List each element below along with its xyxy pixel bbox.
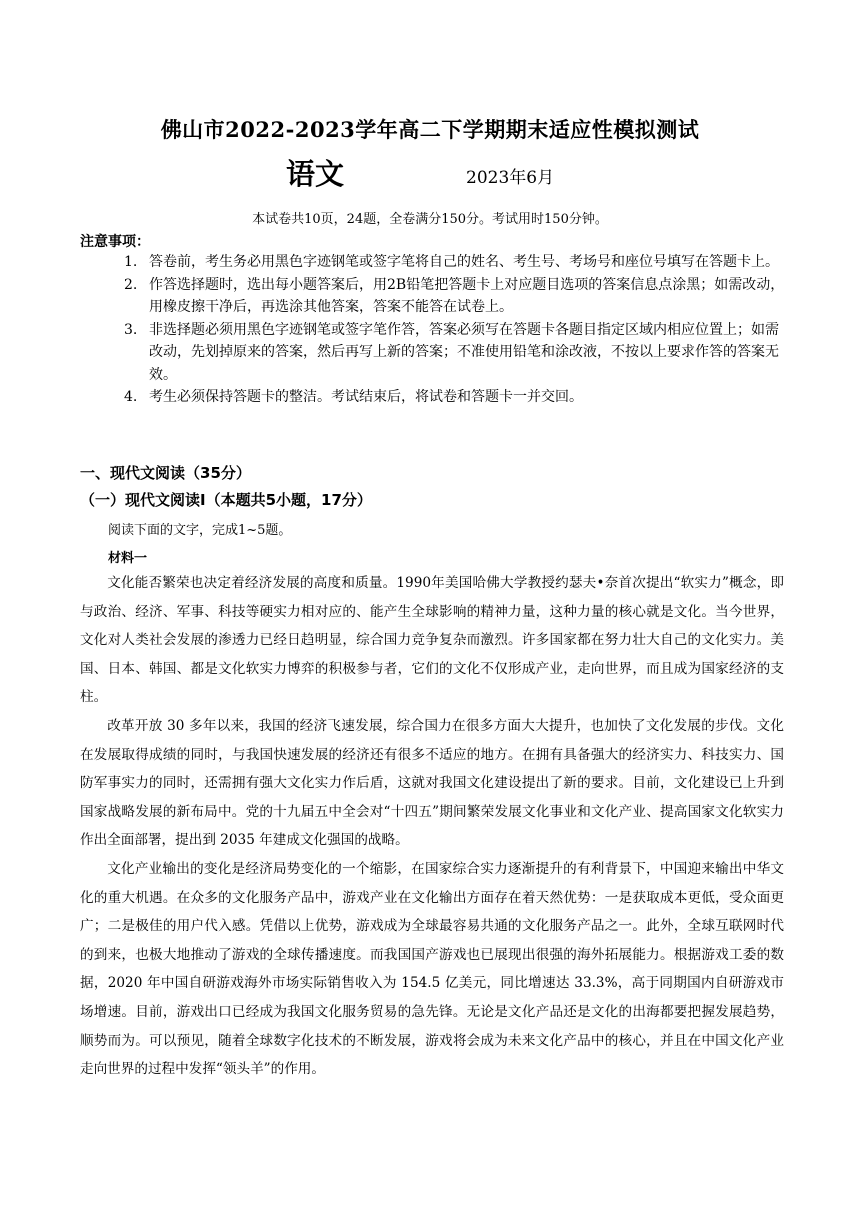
reading-passage (80, 569, 784, 1084)
notice-item (124, 274, 788, 319)
section-heading: 一、现代文阅读（35分） (80, 464, 251, 482)
notice-text: 非选择题必须用黑色字迹钢笔或签字笔作答，答案必须写在答题卡各题目指定区域内相应位置上；如需改动，先划掉原来的答案，然后再写上新的答案；不准使用铅笔和涂改液，不按以上要求作答的答案无效。 (149, 321, 779, 383)
notice-text: 考生必须保持答题卡的整洁。考试结束后，将试卷和答题卡一并交回。 (149, 389, 583, 405)
notice-item (124, 319, 788, 387)
notice-list (124, 251, 788, 409)
notice-number: 1. (124, 254, 138, 270)
notice-number: 3. (124, 321, 138, 338)
notice-number: 4. (124, 389, 138, 405)
notice-number: 2. (124, 276, 138, 293)
passage-paragraph: 文化产业输出的变化是经济局势变化的一个缩影，在国家综合实力逐渐提升的有利背景下，中国迎来输出中华文化的重大机遇。在众多的文化服务产品中，游戏产业在文化输出方面存在着天然优势：一是获取成本更低，受众面更广；二是极佳的用户代入感。凭借以上优势，游戏成为全球最容易共通的文化服务产品之一。此外，全球互联网时代的到来，也极大地推动了游戏的全球传播速度。而我国国产游戏也已展现出很强的海外拓展能力。根据游戏工委的数据，2020 年中国自研游戏海外市场实际销售收入为 154.5 亿美元，同比增速达 33.3%，高于同期国内自研游戏市场增速。目前，游戏出口已经成为我国文化服务贸易的急先锋。无论是文化产品还是文化的出海都要把握发展趋势，顺势而为。可以预见，随着全球数字化技术的不断发展，游戏将会成为未来文化产品中的核心，并且在中国文化产业走向世界的过程中发挥“领头羊”的作用。 (80, 860, 784, 1078)
notice-title: 注意事项： (80, 234, 150, 250)
subject-title: 语文 (286, 157, 345, 191)
notice-item (124, 386, 788, 409)
sub-section-heading: （一）现代文阅读Ⅰ（本题共5小题，17分） (80, 491, 372, 509)
material-label: 材料一 (108, 551, 148, 566)
notice-item (124, 251, 788, 274)
exam-title: 佛山市2022-2023学年高二下学期期末适应性模拟测试 (160, 117, 700, 142)
notice-text: 作答选择题时，选出每小题答案后，用2B铅笔把答题卡上对应题目选项的答案信息点涂黑；如需改动，用橡皮擦干净后，再选涂其他答案，答案不能答在试卷上。 (149, 276, 785, 315)
passage-paragraph: 改革开放 30 多年以来，我国的经济飞速发展，综合国力在很多方面大大提升，也加快了文化发展的步伐。文化在发展取得成绩的同时，与我国快速发展的经济还有很多不适应的地方。在拥有具备强大的经济实力、科技实力、国防军事实力的同时，还需拥有强大文化实力作后盾，这就对我国文化建设提出了新的要求。目前，文化建设已上升到国家战略发展的新布局中。党的十九届五中全会对“十四五”期间繁荣发展文化事业和文化产业、提高国家文化软实力作出全面部署，提出到 2035 年建成文化强国的战略。 (80, 717, 784, 849)
reading-instruction: 阅读下面的文字，完成1~5题。 (108, 523, 292, 538)
passage-paragraph: 文化能否繁荣也决定着经济发展的高度和质量。1990年美国哈佛大学教授约瑟夫•奈首次提出“软实力”概念，即与政治、经济、军事、科技等硬实力相对应的、能产生全球影响的精神力量，这种力量的核心就是文化。当今世界，文化对人类社会发展的渗透力已经日趋明显，综合国力竞争复杂而激烈。许多国家都在努力壮大自己的文化实力。美国、日本、韩国、都是文化软实力博弈的积极参与者，它们的文化不仅形成产业，走向世界，而且成为国家经济的支柱。 (80, 575, 784, 706)
exam-info: 本试卷共10页，24题，全卷满分150分。考试用时150分钟。 (252, 212, 608, 227)
exam-date: 2023年6月 (466, 168, 555, 188)
notice-text: 答卷前，考生务必用黑色字迹钢笔或签字笔将自己的姓名、考生号、考场号和座位号填写在答题卡上。 (149, 254, 779, 270)
